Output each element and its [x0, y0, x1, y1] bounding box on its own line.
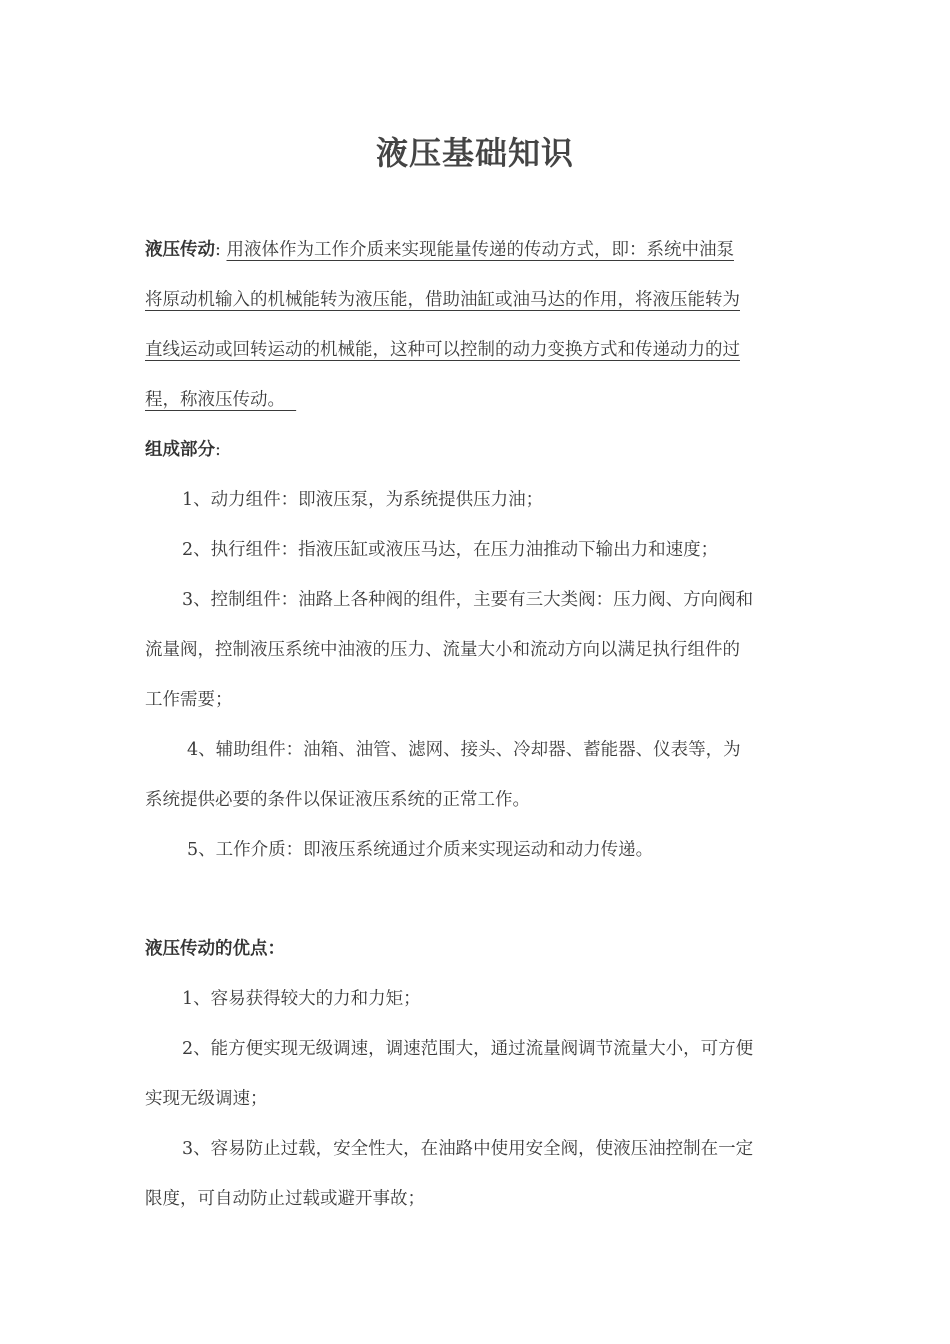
- list-item-continuation: 流量阀，控制液压系统中油液的压力、流量大小和流动方向以满足执行组件的: [145, 640, 740, 660]
- list-item-continuation: 实现无级调速；: [145, 1089, 268, 1109]
- list-item: 1、动力组件：即液压泵，为系统提供压力油；: [182, 490, 544, 510]
- definition-term: 液压传动: [145, 240, 215, 260]
- components-colon: :: [215, 440, 221, 460]
- list-item: 1、容易获得较大的力和力矩；: [182, 989, 421, 1009]
- definition-line-3: 直线运动或回转运动的机械能，这种可以控制的动力变换方式和传递动力的过: [145, 340, 740, 360]
- list-item: 3、控制组件：油路上各种阀的组件，主要有三大类阀：压力阀、方向阀和: [182, 590, 754, 610]
- definition-line-2: 将原动机输入的机械能转为液压能，借助油缸或油马达的作用，将液压能转为: [145, 290, 740, 310]
- definition-colon: :: [215, 240, 221, 260]
- list-item: 2、执行组件：指液压缸或液压马达，在压力油推动下输出力和速度；: [182, 540, 719, 560]
- list-item-continuation: 限度，可自动防止过载或避开事故；: [145, 1189, 425, 1209]
- list-item: 2、能方便实现无级调速，调速范围大，通过流量阀调节流量大小，可方便: [182, 1039, 754, 1059]
- page-title: 液压基础知识: [375, 134, 574, 172]
- components-heading-text: 组成部分: [145, 440, 215, 460]
- definition-line-1: [145, 237, 734, 263]
- definition-line-4: [145, 387, 296, 413]
- list-item: 3、容易防止过载，安全性大，在油路中使用安全阀，使液压油控制在一定: [182, 1139, 754, 1159]
- list-item-continuation: 工作需要；: [145, 690, 233, 710]
- components-heading: [145, 437, 221, 463]
- list-item-continuation: 系统提供必要的条件以保证液压系统的正常工作。: [145, 790, 530, 810]
- advantages-heading: 液压传动的优点：: [145, 939, 285, 959]
- list-item: 4、辅助组件：油箱、油管、滤网、接头、冷却器、蓄能器、仪表等，为: [187, 740, 741, 760]
- definition-text: 程，称液压传动。: [145, 390, 285, 410]
- list-item: 5、工作介质：即液压系统通过介质来实现运动和动力传递。: [187, 840, 654, 860]
- definition-text: 用液体作为工作介质来实现能量传递的传动方式，即：系统中油泵: [226, 240, 734, 260]
